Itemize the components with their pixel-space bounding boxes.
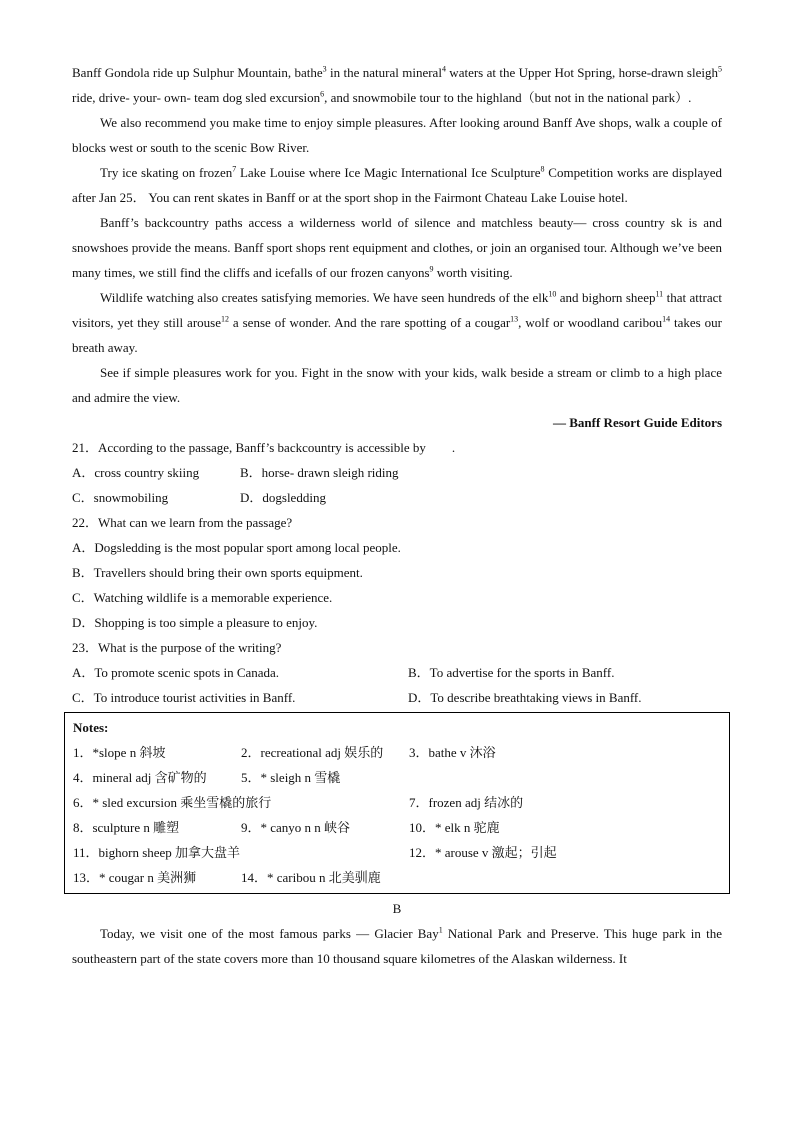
footnote-ref: 13 <box>510 314 519 324</box>
paragraph-6: See if simple pleasures work for you. Fight in the snow with your kids, walk beside a stream or climb to a high place and admire the view. <box>72 365 722 405</box>
question-23-stem: 23．What is the purpose of the writing? <box>72 640 282 655</box>
notes-title: Notes: <box>73 720 109 735</box>
question-23-options-row-2 <box>72 685 722 710</box>
footnote-ref: 1 <box>438 925 443 935</box>
note-item: 1．*slope n 斜坡 <box>73 745 166 760</box>
paragraph-3: Try ice skating on frozen$^7$ Lake Louise where Ice Magic International Ice Sculpture$^8$ Competition works are displayed after Jan 25． You can rent skates in Banff or at the sport shop in the Fairmont Chateau Lake Louise hotel. <box>72 164 722 205</box>
note-item: 3．bathe v 沐浴 <box>409 745 496 760</box>
question-21-option-a[interactable]: A．cross country skiing <box>72 465 200 480</box>
question-21-stem: 21．According to the passage, Banff’s backcountry is accessible by . <box>72 440 456 455</box>
notes-row <box>73 840 721 865</box>
question-21-options-row-2 <box>72 485 722 510</box>
footnote-ref: 4 <box>441 64 446 74</box>
footnote-ref: 5 <box>718 64 722 74</box>
notes-row <box>73 790 721 815</box>
question-22-option-d[interactable]: D．Shopping is too simple a pleasure to enjoy. <box>72 615 318 630</box>
paragraph-1: Banff Gondola ride up Sulphur Mountain, bathe$^3$ in the natural mineral$^4$ waters at the Upper Hot Spring, horse-drawn sleigh$^5$ ride, drive- your- own- team dog sled excursion$^6$, and snowmobile tour to the highland（but not in the national park）. <box>72 64 722 105</box>
question-23-options-row-1 <box>72 660 722 685</box>
question-23-option-b[interactable]: B．To advertise for the sports in Banff. <box>408 665 615 680</box>
question-21-option-b[interactable]: B．horse- drawn sleigh riding <box>240 465 399 480</box>
footnote-ref: 14 <box>662 314 671 324</box>
footnote-ref: 9 <box>429 264 434 274</box>
note-item: 8．sculpture n 雕塑 <box>73 820 180 835</box>
notes-row <box>73 815 721 840</box>
footnote-ref: 12 <box>220 314 229 324</box>
question-23-option-c[interactable]: C．To introduce tourist activities in Banff. <box>72 690 296 705</box>
footnote-ref: 8 <box>540 164 545 174</box>
question-22-option-a[interactable]: A．Dogsledding is the most popular sport among local people. <box>72 540 401 555</box>
note-item: 10．* elk n 驼鹿 <box>409 820 500 835</box>
note-item: 13．* cougar n 美洲狮 <box>73 870 197 885</box>
footnote-ref: 10 <box>548 289 557 299</box>
section-b-label: B <box>392 901 402 916</box>
footnote-ref: 7 <box>232 164 237 174</box>
footnote-ref: 11 <box>655 289 664 299</box>
notes-row <box>73 740 721 765</box>
question-21-option-c[interactable]: C．snowmobiling <box>72 490 169 505</box>
paragraph-4: Banff’s backcountry paths access a wilderness world of silence and matchless beauty— cross country sk is and snowshoes provide the means. Banff sport shops rent equipment and clothes, or join an organised tour. Although we’ve been many times, we still find the cliffs and icefalls of our frozen canyons$^9$ worth visiting. <box>72 215 722 280</box>
question-23-option-d[interactable]: D．To describe breathtaking views in Banff. <box>408 690 642 705</box>
question-22-option-b[interactable]: B．Travellers should bring their own sports equipment. <box>72 565 363 580</box>
note-item: 14．* caribou n 北美驯鹿 <box>241 870 381 885</box>
note-item: 6．* sled excursion 乘坐雪橇的旅行 <box>73 795 272 810</box>
note-item: 5．* sleigh n 雪橇 <box>241 770 341 785</box>
note-item: 11．bighorn sheep 加拿大盘羊 <box>73 845 241 860</box>
notes-box <box>64 712 730 894</box>
notes-row <box>73 865 721 890</box>
note-item: 7．frozen adj 结冰的 <box>409 795 524 810</box>
note-item: 12．* arouse v 激起；引起 <box>409 845 557 860</box>
note-item: 9．* canyo n n 峡谷 <box>241 820 351 835</box>
notes-row <box>73 765 721 790</box>
question-21-options-row-1 <box>72 460 722 485</box>
footnote-ref: 6 <box>320 89 325 99</box>
note-item: 4．mineral adj 含矿物的 <box>73 770 207 785</box>
question-21-option-d[interactable]: D．dogsledding <box>240 490 326 505</box>
note-item: 2．recreational adj 娱乐的 <box>241 745 384 760</box>
paragraph-5: Wildlife watching also creates satisfying memories. We have seen hundreds of the elk$^{10}$ and bighorn sheep$^{11}$ that attract visitors, yet they still arouse$^{12}$ a sense of wonder. And the rare spotting of a cougar$^{13}$, wolf or woodland caribou$^{14}$ takes our breath away. <box>72 289 723 355</box>
question-22-option-c[interactable]: C．Watching wildlife is a memorable experience. <box>72 590 333 605</box>
paragraph-2: We also recommend you make time to enjoy simple pleasures. After looking around Banff Ave shops, walk a couple of blocks west or south to the scenic Bow River. <box>72 115 722 155</box>
signature: — Banff Resort Guide Editors <box>553 415 722 430</box>
question-22-stem: 22．What can we learn from the passage? <box>72 515 293 530</box>
footnote-ref: 3 <box>322 64 327 74</box>
document-page <box>72 60 722 971</box>
question-23-option-a[interactable]: A．To promote scenic spots in Canada. <box>72 665 280 680</box>
section-b-paragraph-1: Today, we visit one of the most famous parks — Glacier Bay$^1$ National Park and Preserve. This huge park in the southeastern part of the state covers more than 10 thousand square kilometres of the Alaskan wilderness. It <box>72 925 722 966</box>
